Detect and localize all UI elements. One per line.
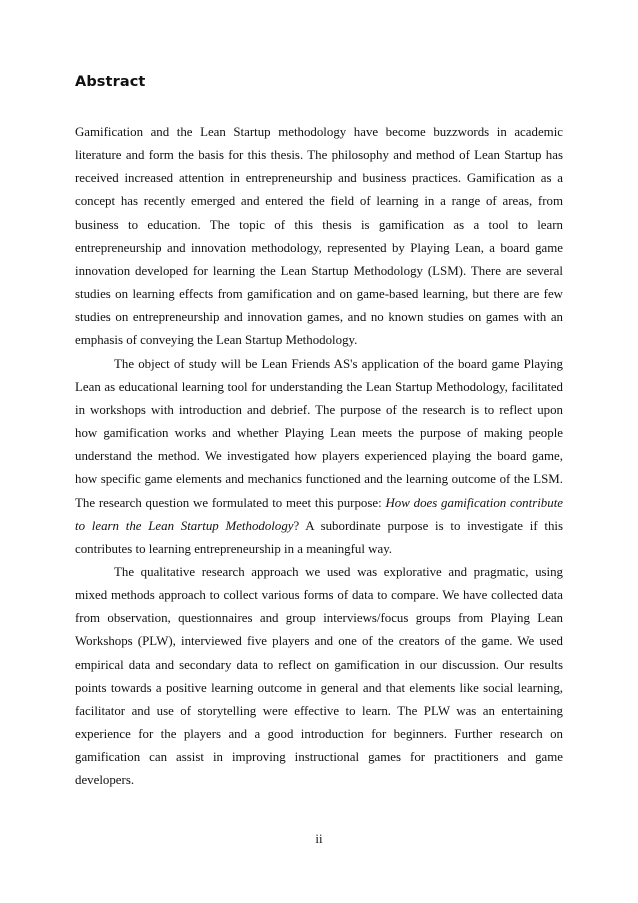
research-question: How does gamification contribute to learn the Lean Startup Methodology: [75, 495, 563, 533]
paragraph-method-results: The qualitative research approach we used was explorative and pragmatic, using mixed methods approach to collect various forms of data to compare. We have collected data from observation, questionnaires and group interviews/focus groups from Playing Lean Workshops (PLW), interviewed five players and one of the creators of the game. We used empirical data and secondary data to reflect on gamification in our discussion. Our results points towards a positive learning outcome in general and that elements like social learning, facilitator and use of storytelling were effective to learn. The PLW was an entertaining experience for the players and a good introduction for beginners. Further research on gamification can assist in improving instructional games for practitioners and game developers.: [75, 564, 563, 788]
paragraph-object-text-end: ? A subordinate purpose is to investigate if this contributes to learning entrepreneurship in a meaningful way.: [75, 518, 563, 556]
abstract-body: [75, 121, 563, 793]
paragraph-object-text: The object of study will be Lean Friends AS's application of the board game Playing Lean as educational learning tool for understanding the Lean Startup Methodology, facilitated in workshops with introduction and debrief. The purpose of the research is to reflect upon how gamification works and whether Playing Lean meets the purpose of making people understand the method. We investigated how players experienced playing the board game, how specific game elements and mechanics functioned and the learning outcome of the LSM. The research question we formulated to meet this purpose:: [75, 356, 563, 510]
abstract-heading: Abstract: [75, 74, 146, 90]
paragraph-introduction: Gamification and the Lean Startup methodology have become buzzwords in academic literature and form the basis for this thesis. The philosophy and method of Lean Startup has received increased attention in entrepreneurship and business practices. Gamification as a concept has recently emerged and entered the field of learning in a range of areas, from business to education. The topic of this thesis is gamification as a tool to learn entrepreneurship and innovation methodology, represented by Playing Lean, a board game innovation developed for learning the Lean Startup Methodology (LSM). There are several studies on learning effects from gamification and on game-based learning, but there are few studies on entrepreneurship and innovation games, and no known studies on games with an emphasis of conveying the Lean Startup Methodology.: [75, 125, 563, 348]
paragraph-object-of-study: [75, 353, 563, 561]
page-number: ii: [315, 832, 323, 846]
